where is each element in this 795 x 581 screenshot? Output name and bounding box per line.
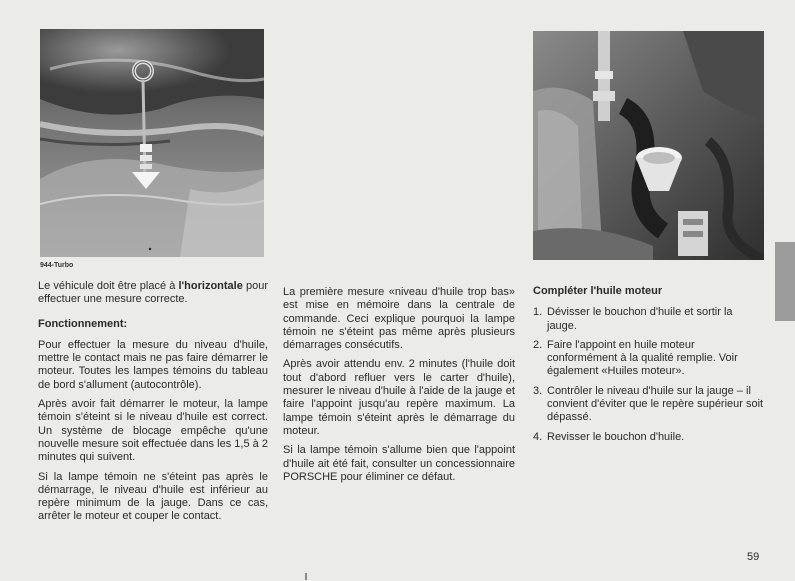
page-number: 59 [747, 551, 760, 563]
column-right [533, 285, 765, 450]
section-heading: Compléter l'huile moteur [533, 285, 663, 297]
section-heading: Fonctionnement: [38, 317, 128, 330]
photo-caption: 944-Turbo [40, 262, 74, 269]
intro-paragraph: Le véhicule doit être placé à l'horizontale pour effectuer une mesure correcte. [38, 280, 268, 306]
engine-dipstick-photo [40, 29, 264, 257]
list-item: 2. Faire l'appoint en huile moteur conformément à la qualité remplie. Voir également «Huiles moteur». [533, 338, 738, 378]
paragraph: Après avoir fait démarrer le moteur, la lampe témoin s'éteint si le niveau d'huile est correct. Un système de blocage empêche qu'une nouvelle mesure soit effectuée dans les 1,5 à 2 minutes qui suivent. [38, 398, 268, 464]
list-item: 1. Dévisser le bouchon d'huile et sortir la jauge. [533, 306, 733, 332]
steps-list [533, 306, 765, 444]
paragraph: Si la lampe témoin s'allume bien que l'appoint d'huile ait été fait, consulter un concessionnaire PORSCHE pour éliminer ce défaut. [283, 444, 515, 483]
column-left [38, 280, 268, 530]
paragraph: La première mesure «niveau d'huile trop bas» est mise en mémoire dans la centrale de commande. Ceci explique pourquoi la lampe témoin ne s'éteint pas même après plusieurs démarrages consécutifs. [283, 286, 515, 352]
list-item: 3. Contrôler le niveau d'huile sur la jauge – il convient d'éviter que le repère supérieur soit dépassé. [533, 384, 764, 424]
paragraph: Pour effectuer la mesure du niveau d'huile, mettre le contact mais ne pas faire démarrer le moteur. Toutes les lampes témoins du tableau de bord s'allument (autocontrôle). [38, 338, 268, 391]
page-mark [305, 573, 307, 580]
oil-funnel-photo [533, 31, 764, 260]
list-item: 4. Revisser le bouchon d'huile. [533, 430, 685, 443]
section-tab-marker [775, 242, 795, 321]
paragraph: Si la lampe témoin ne s'éteint pas après le démarrage, le niveau d'huile est inférieur au repère minimum de la jauge. Dans ce cas, arrêter le moteur et couper le contact. [38, 470, 268, 523]
paragraph: Après avoir attendu env. 2 minutes (l'huile doit tout d'abord refluer vers le carter d'huile), mesurer le niveau d'huile à l'aide de la jauge et faire l'appoint jusqu'au repère maximum. La lampe témoin s'éteint après le démarrage du moteur. [283, 358, 515, 437]
column-middle [283, 286, 515, 490]
